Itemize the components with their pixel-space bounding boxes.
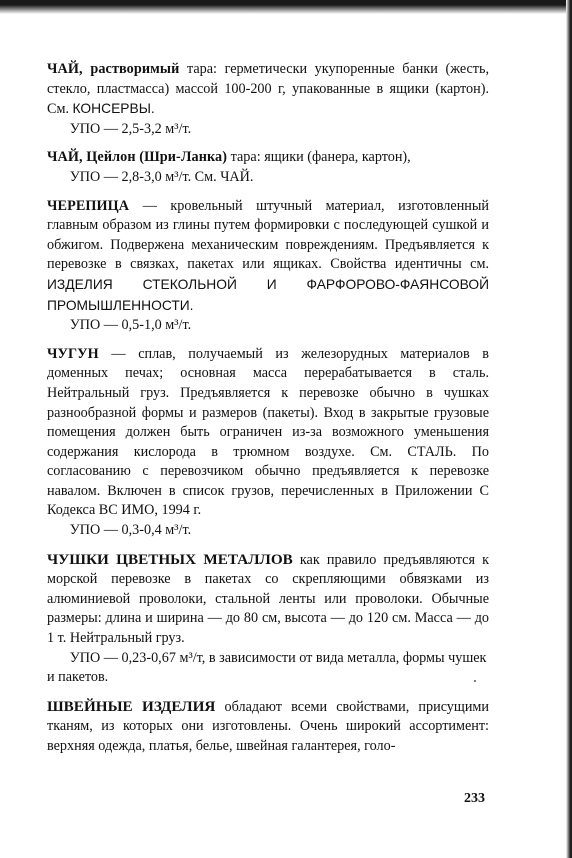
entry-upo: УПО — 2,8-3,0 м³/т. См. ЧАЙ. [69, 168, 254, 185]
entry-cross-reference: КОНСЕРВЫ. [72, 101, 155, 117]
entry-text: тара: герметически укупоренные банки (жесть, стекло, пластмасса) массой 100-200 г, упакованные в ящики (картон). См. [47, 61, 489, 118]
scan-right-edge [566, 0, 572, 858]
entry-text: обладают всеми свойствами, присущими тканям, из которых они изготовлены. Очень широкий ассортимент: верхняя одежда, платья, белье, швейная галантерея, голо- [47, 698, 489, 754]
entry-upo: УПО — 0,3-0,4 м³/т. [69, 522, 192, 539]
entry-upo: УПО — 0,5-1,0 м³/т. [69, 317, 192, 334]
entry-text: как правило предъявляются к морской перевозке в пакетах со скрепляющими обвязками из алюминиевой проволоки, стальной ленты или проволоки. Обычные размеры: длина и ширина — до 80 см, высота — до 120 см. Масса — до 1 т. Нейтральный груз. [47, 551, 489, 647]
entry-text: тара: ящики (фанера, картон), [227, 149, 411, 166]
scan-top-edge [0, 0, 572, 14]
entry-garments [47, 697, 489, 757]
entry-heading: ЧАЙ, растворимый [47, 61, 180, 77]
entry-body [47, 345, 489, 521]
entry-body [47, 697, 489, 757]
scan-speck [474, 680, 476, 682]
entry-tea-ceylon [47, 148, 489, 187]
entry-cast-iron [47, 345, 489, 541]
document-page [47, 60, 489, 766]
entry-nonferrous-ingots [47, 550, 489, 688]
page-number: 233 [464, 791, 485, 806]
entry-heading: ШВЕЙНЫЕ ИЗДЕЛИЯ [47, 697, 216, 715]
entry-cross-reference: ИЗДЕЛИЯ СТЕКОЛЬНОЙ И ФАРФОРОВО-ФАЯНСОВОЙ ПРОМЫШЛЕННОСТИ. [47, 276, 489, 313]
entry-tea-instant [47, 60, 489, 139]
entry-body [47, 148, 489, 168]
entry-body [47, 60, 489, 120]
entry-body [47, 197, 489, 317]
entry-body [47, 550, 489, 649]
entry-heading: ЧУГУН [47, 345, 99, 362]
entry-upo: УПО — 0,23-0,67 м³/т, в зависимости от вида металла, формы чушек и пакетов. [47, 649, 487, 686]
entry-heading: ЧУШКИ ЦВЕТНЫХ МЕТАЛЛОВ [47, 550, 293, 568]
entry-heading: ЧЕРЕПИЦА [47, 197, 130, 214]
entry-roof-tile [47, 197, 489, 336]
entry-text: — сплав, получаемый из железорудных материалов в доменных печах; основная масса перерабатывается в сталь. Нейтральный груз. Предъявляется к перевозке обычно в чушках разнообразной формы и размеров (пакеты). Вход в закрытые грузовые помещения должен быть ограничен из-за возможного уменьшения содержания кислорода в трюмном воздухе. См. СТАЛЬ. По согласованию с перевозчиком обычно предъявляется к перевозке навалом. Включен в список грузов, перечисленных в Приложении С Кодекса ВС ИМО, 1994 г. [47, 345, 489, 519]
entry-upo: УПО — 2,5-3,2 м³/т. [69, 120, 192, 137]
entry-heading: ЧАЙ, Цейлон (Шри-Ланка) [47, 149, 228, 166]
entry-text: — кровельный штучный материал, изготовленный главным образом из глины путем формировки с последующей сушкой и обжигом. Подвержена механическим повреждениям. Предъявляется к перевозке в связках, пакетах или ящиках. Свойства идентичны см. [47, 197, 489, 273]
